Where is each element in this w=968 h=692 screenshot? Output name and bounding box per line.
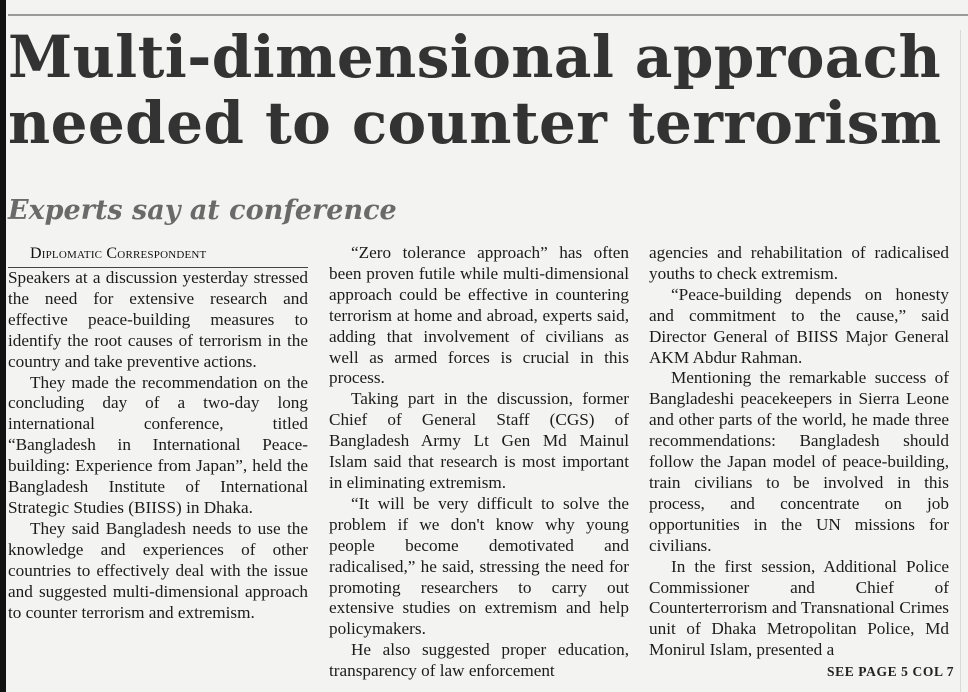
paragraph: They said Bangladesh needs to use the knowledge and experiences of other countries to effectively deal with the issue and suggested multi-dimensional approach to counter terrorism and extremism. <box>8 518 308 622</box>
article-column-2 <box>329 243 629 682</box>
paragraph: “Zero tolerance approach” has often been proven futile while multi-dimensional approach could be effective in countering terrorism at home and abroad, experts said, adding that involvement of civilians as well as armed forces is crucial in this process. <box>329 243 629 388</box>
byline: Diplomatic Correspondent <box>8 243 308 268</box>
paragraph: He also suggested proper education, transparency of law enforcement <box>329 640 629 681</box>
paragraph: They made the recommendation on the concluding day of a two-day long international conference, titled “Bangladesh in International Peace-building: Experience from Japan”, held the Bangladesh Institute of International Strategic Studies (BIISS) in Dhaka. <box>8 372 308 517</box>
article-column-3 <box>649 243 949 661</box>
kicker: Experts say at conference <box>8 195 397 226</box>
headline: Multi-dimensional approach needed to counter terrorism <box>8 23 942 157</box>
paragraph: “Peace-building depends on honesty and commitment to the cause,” said Director General of BIISS Major General AKM Abdur Rahman. <box>649 284 949 367</box>
page-gutter-shadow <box>0 0 6 692</box>
top-rule <box>8 14 968 16</box>
paragraph: “It will be very difficult to solve the problem if we don't know why young people become demotivated and radicalised,” he said, stressing the need for promoting researchers to carry out extensive studies on extremism and help policymakers. <box>329 493 629 639</box>
paragraph: In the first session, Additional Police Commissioner and Chief of Counterterrorism and Transnational Crimes unit of Dhaka Metropolitan Police, Md Monirul Islam, presented a <box>649 556 949 660</box>
paragraph: Speakers at a discussion yesterday stressed the need for extensive research and effective peace-building measures to identify the root causes of terrorism in the country and take preventive actions. <box>8 268 308 371</box>
continuation-jump-link[interactable]: SEE PAGE 5 COL 7 <box>827 664 955 679</box>
article-column-1 <box>8 243 308 623</box>
paragraph: Taking part in the discussion, former Chief of General Staff (CGS) of Bangladesh Army Lt Gen Md Mainul Islam said that research is most important in eliminating extremism. <box>329 389 629 492</box>
paragraph-continued: agencies and rehabilitation of radicalised youths to check extremism. <box>649 243 949 283</box>
paragraph: Mentioning the remarkable success of Bangladeshi peacekeepers in Sierra Leone and other parts of the world, he made three recommendations: Bangladesh should follow the Japan model of peace-building, train civilians to be involved in this process, and concentrate on job opportunities in the UN missions for civilians. <box>649 368 949 555</box>
